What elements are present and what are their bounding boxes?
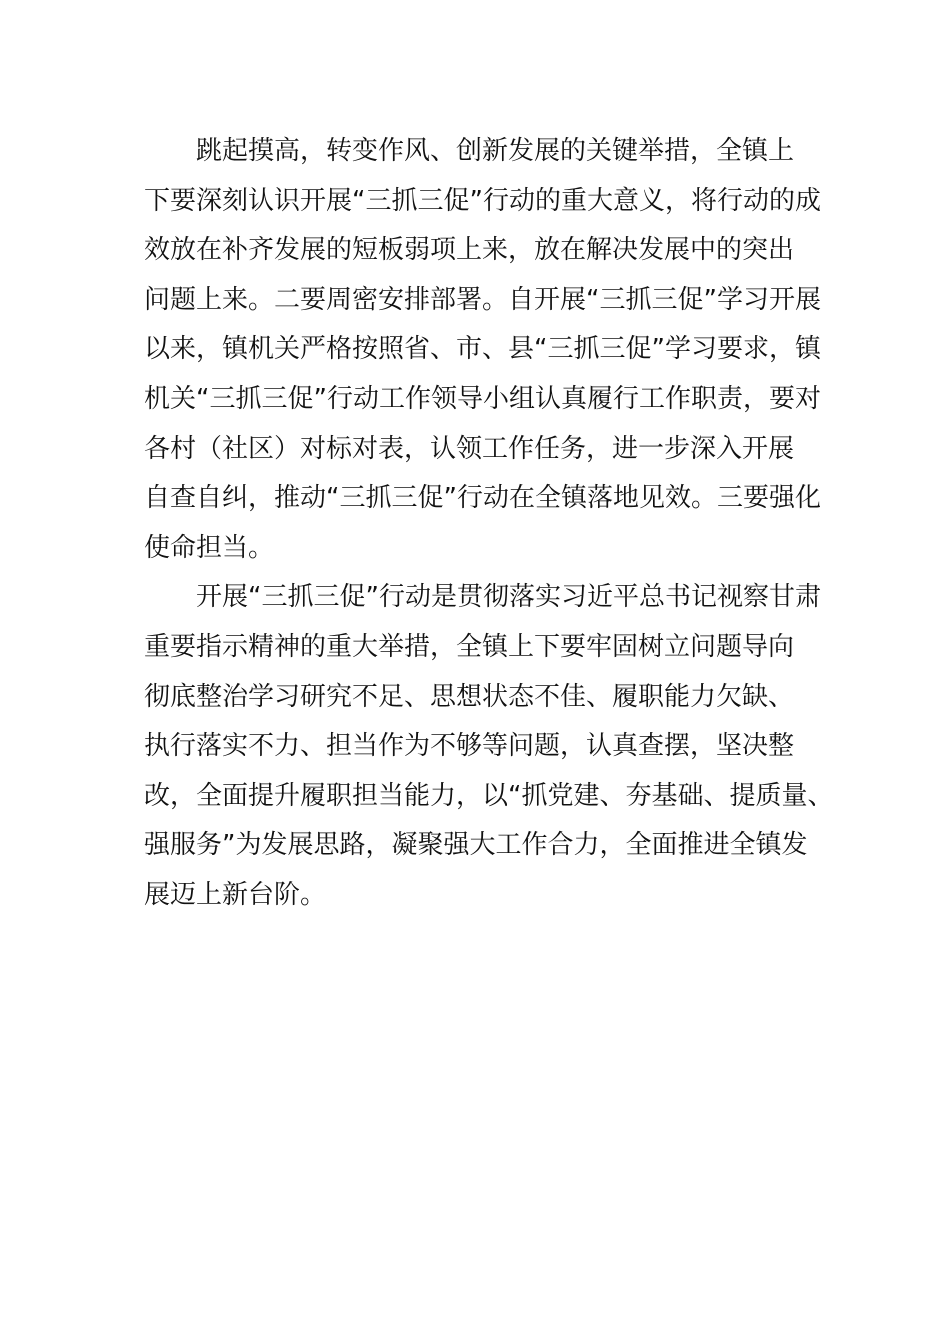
paragraph-line: 以来，镇机关严格按照省、市、县“三抓三促”学习要求，镇 — [144, 334, 821, 365]
paragraph-line: 彻底整治学习研究不足、思想状态不佳、履职能力欠缺、 — [144, 681, 795, 712]
paragraph-line: 下要深刻认识开展“三抓三促”行动的重大意义，将行动的成 — [144, 185, 821, 216]
paragraph-line: 使命担当。 — [144, 532, 275, 563]
paragraph-line: 开展“三抓三促”行动是贯彻落实习近平总书记视察甘肃 — [196, 582, 821, 613]
paragraph-line: 机关“三抓三促”行动工作领导小组认真履行工作职责，要对 — [144, 383, 821, 414]
paragraph-line: 展迈上新台阶。 — [144, 879, 327, 910]
paragraph-1 — [144, 127, 820, 573]
paragraph-line: 各村（社区）对标对表，认领工作任务，进一步深入开展 — [144, 433, 795, 464]
paragraph-line: 强服务”为发展思路，凝聚强大工作合力，全面推进全镇发 — [144, 830, 808, 861]
paragraph-line: 改，全面提升履职担当能力，以“抓党建、夯基础、提质量、 — [144, 780, 834, 811]
document-body — [144, 127, 834, 921]
paragraph-2 — [144, 573, 834, 920]
paragraph-line: 自查自纠，推动“三抓三促”行动在全镇落地见效。三要强化 — [144, 483, 821, 514]
paragraph-line: 效放在补齐发展的短板弱项上来，放在解决发展中的突出 — [144, 235, 795, 266]
paragraph-line: 跳起摸高，转变作风、创新发展的关键举措，全镇上 — [196, 136, 795, 166]
paragraph-line: 执行落实不力、担当作为不够等问题，认真查摆，坚决整 — [144, 731, 795, 762]
paragraph-line: 重要指示精神的重大举措，全镇上下要牢固树立问题导向 — [144, 631, 795, 662]
paragraph-line: 问题上来。二要周密安排部署。自开展“三抓三促”学习开展 — [144, 284, 821, 315]
